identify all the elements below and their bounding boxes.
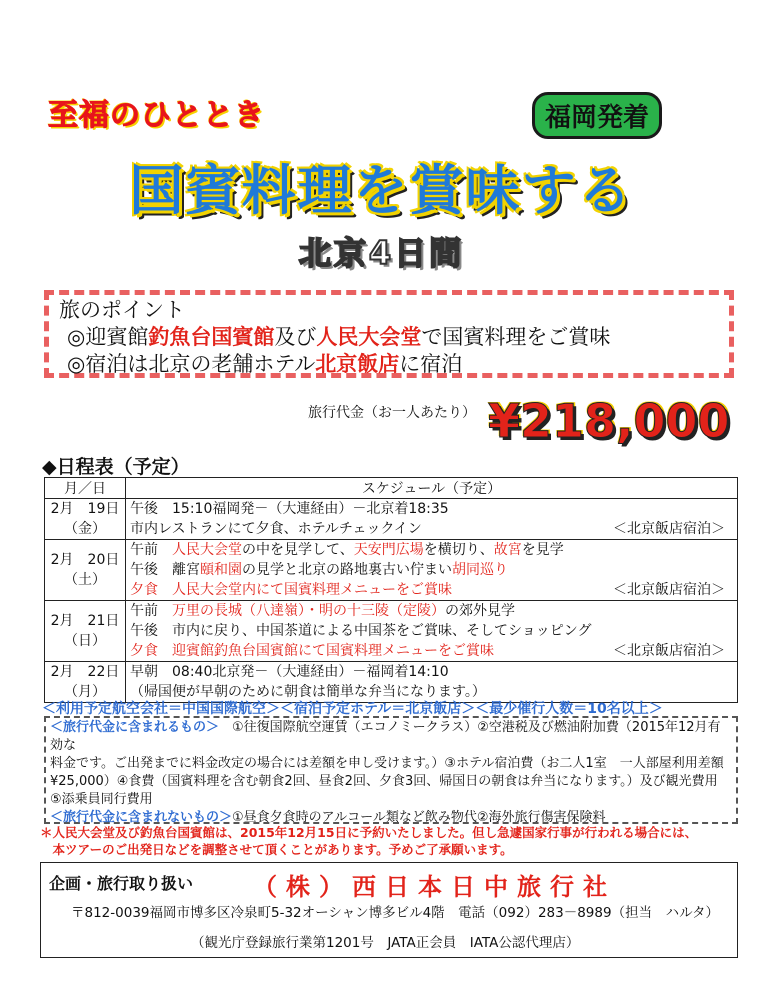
day-weekday: （月）: [64, 684, 106, 700]
schedule-text: の見学と北京の路地裏古い佇まい: [242, 562, 452, 578]
table-row: [45, 662, 738, 703]
schedule-line: [130, 580, 733, 600]
point-highlight: 釣魚台国賓館: [148, 325, 275, 349]
schedule-line: （帰国便が早朝のために朝食は簡単な弁当になります。）: [130, 684, 486, 700]
point-text: ◎迎賓館: [67, 325, 149, 349]
schedule-title: ◆日程表（予定）: [42, 456, 190, 478]
organizer-label: 企画・旅行取り扱い: [49, 874, 194, 893]
schedule-highlight: 故宮: [493, 542, 522, 558]
day-cell: [45, 662, 126, 703]
schedule-text: の郊外見学: [445, 603, 515, 619]
travel-points-box: [44, 290, 734, 378]
day-date: 2月 20日: [50, 552, 120, 568]
notice-line: 本ツアーのご出発日などを調整させて頂くことがあります。予めご了承願います。: [40, 842, 513, 857]
schedule-highlight: 万里の長城（八達嶺）・明の十三陵（定陵）: [172, 603, 445, 619]
day-weekday: （土）: [64, 572, 106, 588]
notice-line: ＊人民大会堂及び釣魚台国賓館は、2015年12月15日に予約いたしました。但し急遽国家行事が行われる場合には、: [40, 825, 698, 840]
schedule-line: [130, 601, 733, 621]
day-cell: [45, 540, 126, 601]
included-text: ¥25,000）④食費（国賓料理を含む朝食2回、昼食2回、夕食3回、帰国日の朝食は弁当になります。）及び観光費用: [50, 774, 718, 789]
schedule-text: を横切り、: [423, 542, 494, 558]
schedule-cell: [126, 662, 738, 703]
schedule-highlight: 胡同巡り: [452, 562, 508, 578]
day-weekday: （日）: [64, 633, 106, 649]
schedule-cell: [126, 601, 738, 662]
page-title: 国賓料理を賞味する: [129, 159, 634, 222]
point-line-2: [59, 351, 719, 378]
page-subtitle: 北京4日間: [298, 234, 465, 272]
included-text: ①往復国際航空運賃（エコノミークラス）②空港税及び燃油附加費（2015年12月有効な: [50, 720, 721, 753]
schedule-line: 午後 市内に戻り、中国茶道による中国茶をご賞味、そしてショッピング: [130, 623, 592, 639]
schedule-cell: [126, 540, 738, 601]
price-label: 旅行代金（お一人あたり）: [308, 405, 476, 421]
hotel-note: ＜北京飯店宿泊＞: [613, 582, 725, 598]
included-heading: ＜旅行代金に含まれるもの＞: [50, 720, 220, 735]
point-text: で国賓料理をご賞味: [421, 325, 611, 349]
included-text: ⑤添乗員同行費用: [50, 792, 153, 807]
points-heading: 旅のポイント: [59, 298, 185, 322]
point-highlight: 北京飯店: [315, 352, 400, 376]
schedule-highlight: 天安門広場: [353, 542, 424, 558]
schedule-line: 午後 15:10福岡発－（大連経由）－北京着18:35: [130, 501, 449, 517]
price-value: ¥218,000: [488, 394, 730, 448]
col-date-header: 月／日: [45, 478, 126, 499]
day-cell: [45, 499, 126, 540]
included-text: 料金です。ご出発までに料金改定の場合には差額を申し受けます。）③ホテル宿泊費（お二人1室 一人部屋利用差額: [50, 756, 724, 771]
catchphrase: 至福のひととき: [48, 98, 265, 133]
tour-conditions-line: ＜利用予定航空会社＝中国国際航空＞＜宿泊予定ホテル＝北京飯店＞＜最少催行人数＝10名以上＞: [42, 701, 663, 717]
day-weekday: （金）: [64, 521, 106, 537]
dinner-highlight: 夕食 人民大会堂内にて国賓料理メニューをご賞味: [130, 582, 452, 598]
schedule-line: [130, 519, 733, 539]
excluded-text: ①昼食夕食時のアルコール類など飲み物代②海外旅行傷害保険料: [232, 810, 606, 825]
schedule-highlight: 頤和園: [200, 562, 242, 578]
schedule-line: [130, 641, 733, 661]
hotel-note: ＜北京飯店宿泊＞: [613, 643, 725, 659]
schedule-header-row: [45, 478, 738, 499]
company-name: （株）西日本日中旅行社: [253, 873, 616, 901]
table-row: [45, 540, 738, 601]
table-row: [45, 499, 738, 540]
point-text: 及び: [274, 325, 317, 349]
day-date: 2月 21日: [50, 613, 120, 629]
day-date: 2月 22日: [50, 664, 120, 680]
day-date: 2月 19日: [50, 501, 120, 517]
schedule-line: [130, 540, 733, 560]
schedule-text: を見学: [521, 542, 564, 558]
schedule-line: [130, 560, 733, 580]
point-text: に宿泊: [399, 352, 463, 376]
reservation-notice: [40, 824, 740, 858]
point-highlight: 人民大会堂: [316, 325, 422, 349]
dinner-highlight: 夕食 迎賓館釣魚台国賓館にて国賓料理メニューをご賞味: [130, 643, 494, 659]
company-address: 〒812-0039福岡市博多区冷泉町5-32オーシャン博多ビル4階 電話（092）283－8989（担当 ハルタ）: [71, 905, 720, 921]
price-inclusions-box: [44, 716, 738, 824]
day-cell: [45, 601, 126, 662]
schedule-text: 午前: [130, 603, 172, 619]
company-registration: （観光庁登録旅行業第1201号 JATA正会員 IATA公認代理店）: [191, 935, 580, 951]
table-row: [45, 601, 738, 662]
schedule-text: 市内レストランにて夕食、ホテルチェックイン: [130, 521, 422, 537]
schedule-text: の中を見学して、: [242, 542, 354, 558]
schedule-cell: [126, 499, 738, 540]
schedule-text: 午前: [130, 542, 172, 558]
organizer-box: [40, 862, 738, 958]
col-schedule-header: スケジュール（予定）: [126, 478, 738, 499]
schedule-text: 午後 離宮: [130, 562, 200, 578]
departure-badge: 福岡発着: [532, 92, 662, 139]
schedule-line: 早朝 08:40北京発－（大連経由）－福岡着14:10: [130, 664, 449, 680]
schedule-table: [44, 477, 738, 703]
point-text: ◎宿泊は北京の老舗ホテル: [67, 352, 316, 376]
included-line: [50, 719, 732, 755]
excluded-heading: ＜旅行代金に含まれないもの＞: [50, 810, 233, 825]
hotel-note: ＜北京飯店宿泊＞: [613, 521, 725, 537]
schedule-highlight: 人民大会堂: [172, 542, 242, 558]
point-line-1: [59, 324, 719, 351]
